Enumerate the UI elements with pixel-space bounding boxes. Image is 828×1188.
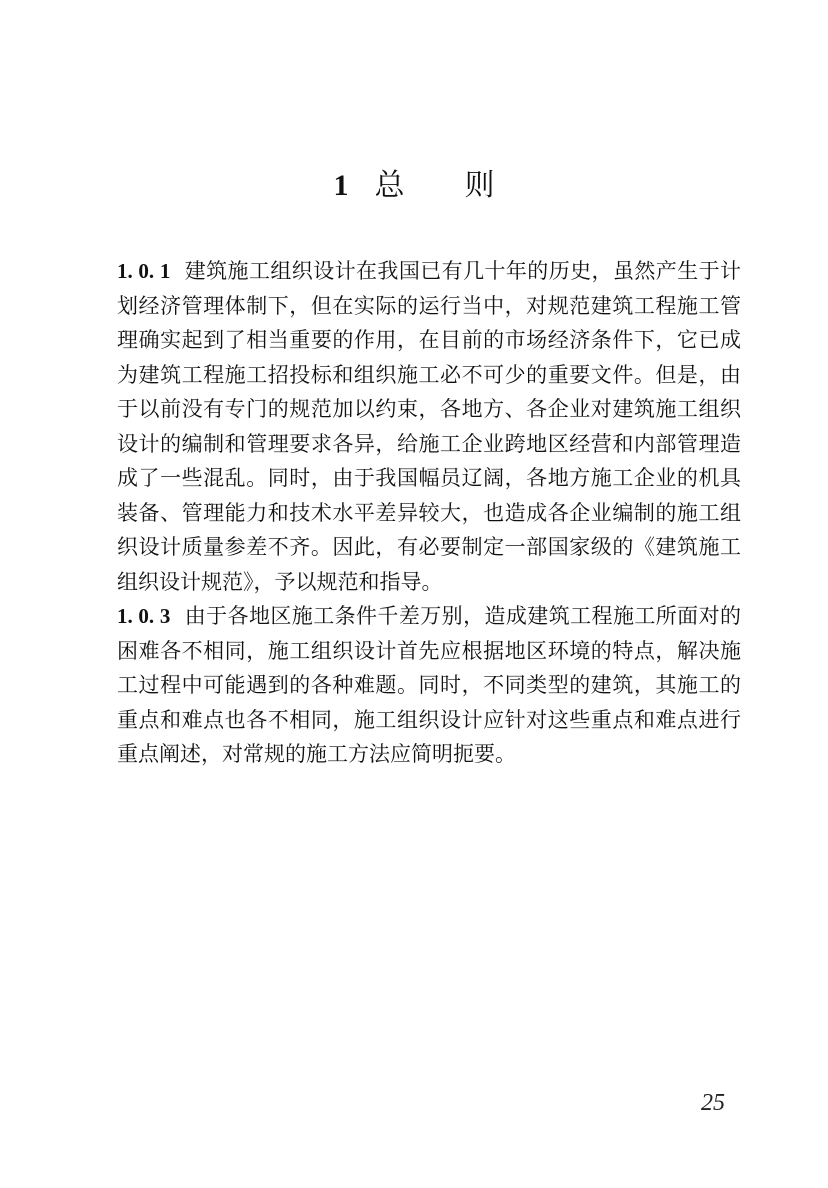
clause-text: 由于各地区施工条件千差万别，造成建筑工程施工所面对的困难各不相同，施工组织设计首先应根据地区环境的特点，解决施工过程中可能遇到的各种难题。同时，不同类型的建筑，其施工的重点和难点也各不相同，施工组织设计应针对这些重点和难点进行重点阐述，对常规的施工方法应简明扼要。 — [117, 604, 742, 766]
clause-1-0-1 — [117, 254, 741, 599]
page-number: 25 — [701, 1090, 725, 1116]
chapter-title — [0, 166, 828, 206]
clause-text: 建筑施工组织设计在我国已有几十年的历史，虽然产生于计划经济管理体制下，但在实际的运行当中，对规范建筑工程施工管理确实起到了相当重要的作用，在目前的市场经济条件下，它已成为建筑工程施工招投标和组织施工必不可少的重要文件。但是，由于以前没有专门的规范加以约束，各地方、各企业对建筑施工组织设计的编制和管理要求各异，给施工企业跨地区经营和内部管理造成了一些混乱。同时，由于我国幅员辽阔，各地方施工企业的机具装备、管理能力和技术水平差异较大，也造成各企业编制的施工组织设计质量参差不齐。因此，有必要制定一部国家级的《建筑施工组织设计规范》，予以规范和指导。 — [117, 259, 742, 594]
chapter-title-part1: 总 — [374, 168, 405, 203]
chapter-number: 1 — [333, 169, 349, 202]
clause-1-0-3 — [117, 599, 741, 772]
clause-number: 1. 0. 1 — [117, 259, 171, 283]
chapter-title-part2: 则 — [464, 168, 495, 203]
chapter-body — [117, 254, 741, 772]
clause-number: 1. 0. 3 — [117, 604, 171, 628]
